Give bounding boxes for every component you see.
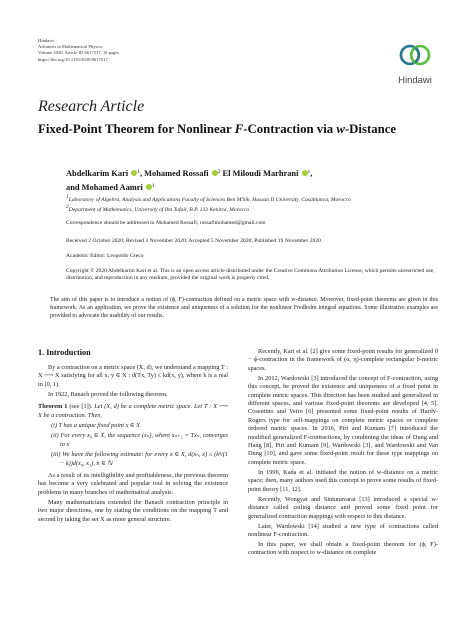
left-column bbox=[38, 364, 228, 526]
journal-doi[interactable]: https://doi.org/10.1155/2020/6617517 bbox=[38, 56, 108, 62]
paragraph: In 1922, Banach proved the following theorem. bbox=[48, 390, 168, 398]
hindawi-logo bbox=[392, 38, 438, 90]
journal-header bbox=[38, 38, 298, 63]
theorem-item: (ii) For every x₀ ∈ X, the sequence (xₙ), where xₙ₊₁ = Txₙ, converges to x bbox=[51, 432, 228, 448]
author-affiliation-mark: 1 bbox=[137, 169, 140, 175]
author-affiliation-mark: 1 bbox=[307, 169, 311, 175]
author-name[interactable]: Mohamed Rossafi bbox=[144, 169, 209, 178]
hindawi-logo-icon bbox=[398, 38, 432, 72]
journal-publisher: Hindawi bbox=[38, 38, 54, 43]
article-title bbox=[38, 122, 438, 137]
theorem-label: Theorem 1 bbox=[38, 403, 68, 411]
author-affiliation-mark: 1 bbox=[151, 183, 155, 189]
section-heading: 1. Introduction bbox=[38, 348, 91, 357]
title-part-f: F bbox=[234, 122, 244, 136]
author-affiliation-mark: 2 bbox=[217, 169, 221, 175]
affiliations bbox=[66, 194, 438, 215]
journal-name: Advances in Mathematical Physics bbox=[38, 44, 103, 50]
affiliation-2: 2Department of Mathematics, University of Ibn Tofail, B.P. 133 Kenitra, Morocco bbox=[66, 204, 250, 214]
paragraph: As a result of its intelligibility and profitableness, the previous theorem has become a very celebrated and popular tool in solving the existence problems in many branches of mathematical analysis. bbox=[38, 472, 228, 496]
paragraph: Later, Wardowski [14] studied a new type of contractions called nonlinear F-contraction. bbox=[248, 522, 438, 538]
copyright-notice: Copyright © 2020 Abdelkarim Kari et al. This is an open access article distributed under the Creative Commons Attribution License, which permits unrestricted use, distribution, and reproduction in any medium, provided the original work is properly cited. bbox=[66, 268, 435, 282]
paragraph: In this paper, we shall obtain a fixed-point theorem for (ϕ, F)-contraction with respect to w-distance on complete bbox=[248, 540, 438, 557]
theorem-item: (i) T has a unique fixed point x ∈ X bbox=[51, 422, 141, 430]
title-part-a: Fixed-Point Theorem for Nonlinear bbox=[38, 122, 235, 136]
title-part-b: -Contraction via bbox=[243, 122, 337, 136]
theorem-1 bbox=[38, 403, 228, 468]
abstract: The aim of this paper is to introduce a notion of (ϕ, F)-contraction defined on a metric space with w-distance. Moreover, fixed-point theorems are given in this framework. As an application, we prove the existence and uniqueness of a solution for the nonlinear Fredholm integral equations. Some illustrative examples are provided to advocate the usability of our results. bbox=[50, 297, 438, 319]
affiliation-1: 1Laboratory of Algebra, Analysis and Applications Faculty of Sciences Ben M'Sik, Hassan II University, Casablanca, Morocco bbox=[66, 194, 351, 203]
right-column bbox=[248, 348, 438, 559]
academic-editor: Academic Editor: Leopoldo Greco bbox=[66, 253, 144, 259]
correspondence: Correspondence should be addressed to Mohamed Rossafi; rossafimohamed@gmail.com bbox=[66, 220, 266, 226]
article-type: Research Article bbox=[38, 98, 145, 115]
paragraph: Many mathematicians extended the Banach contraction principle in two major directions, one by stating the conditions on the mapping T and second by taking the set X as more general structure. bbox=[38, 498, 228, 523]
title-part-c: -Distance bbox=[344, 122, 397, 136]
author-name[interactable]: Abdelkarim Kari bbox=[66, 169, 129, 178]
theorem-item: (iii) We have the following estimate: for every x ∈ X, d(xₙ, x) ≤ (kⁿ/(1 − k))d(x₀, x₁), n ∈ ℕ bbox=[51, 451, 228, 467]
paragraph: In 2012, Wardowski [3] introduced the concept of F-contraction, using this concept, he proved the existence and uniqueness of a fixed point in complete metric spaces. This direction has been studied and generalized in different spaces, and various fixed-point theorems are developed [4, 5]. Cosentino and Vetro [6] presented some fixed-point results of Hardy-Rogers type for self-mappings on complete metric spaces or complete ordered metric spaces. In 2016, Piri and Kumam [7] introduced the modified generalized F-contractions, by combining the ideas of Dung and Hang [8], Piri and Kumam [9], Wardowski [3], and Wardowski and Van Dung [10], and gave some fixed-point result for these type mappings on complete metric space. bbox=[248, 374, 438, 466]
author-list: Abdelkarim Kari $^1$, Mohamed Rossafi $^2$ El Miloudi Marhrani $^1$, and Mohamed Aamri $^1$ bbox=[66, 169, 313, 192]
theorem-statement: Let (X, d) be a complete metric space. Let T : X ⟶ X be a contraction. Then, bbox=[38, 403, 229, 419]
journal-volume: Volume 2020, Article ID 6617517, 10 pages bbox=[38, 50, 120, 56]
paragraph: In 1996, Kada et al. initiated the notion of w-distance on a metric space; then, many authors used this concept to prove some results of fixed-point theory [11, 12]. bbox=[248, 468, 438, 493]
paragraph: By a contraction on a metric space (X, d), we understand a mapping T : X ⟶ X satisfying for all x, y ∈ X : d(Tx, Ty) ≤ kd(x, y), where k is a real in [0, 1). bbox=[38, 364, 228, 388]
paragraph: Recently, Wongyat and Sintunavarat [13] introduced a special w-distance called ceiling distance and proved some fixed point for generalized contraction mappings with respect to this distance. bbox=[248, 495, 438, 520]
hindawi-logo-text: Hindawi bbox=[398, 75, 432, 86]
publication-dates: Received 2 October 2020; Revised 3 November 2020; Accepted 5 November 2020; Published 19 November 2020 bbox=[66, 238, 321, 244]
paragraph: Recently, Kari et al. [2] give some fixed-point results for generalized θ − ϕ-contraction in the framework of (α, η)-complete rectangular b-metric spaces. bbox=[248, 348, 438, 372]
author-name[interactable]: El Miloudi Marhrani bbox=[222, 169, 299, 178]
author-name[interactable]: and Mohamed Aamri bbox=[66, 183, 143, 192]
theorem-reference: (see [1]). bbox=[67, 403, 95, 411]
title-part-w: w bbox=[336, 122, 345, 136]
